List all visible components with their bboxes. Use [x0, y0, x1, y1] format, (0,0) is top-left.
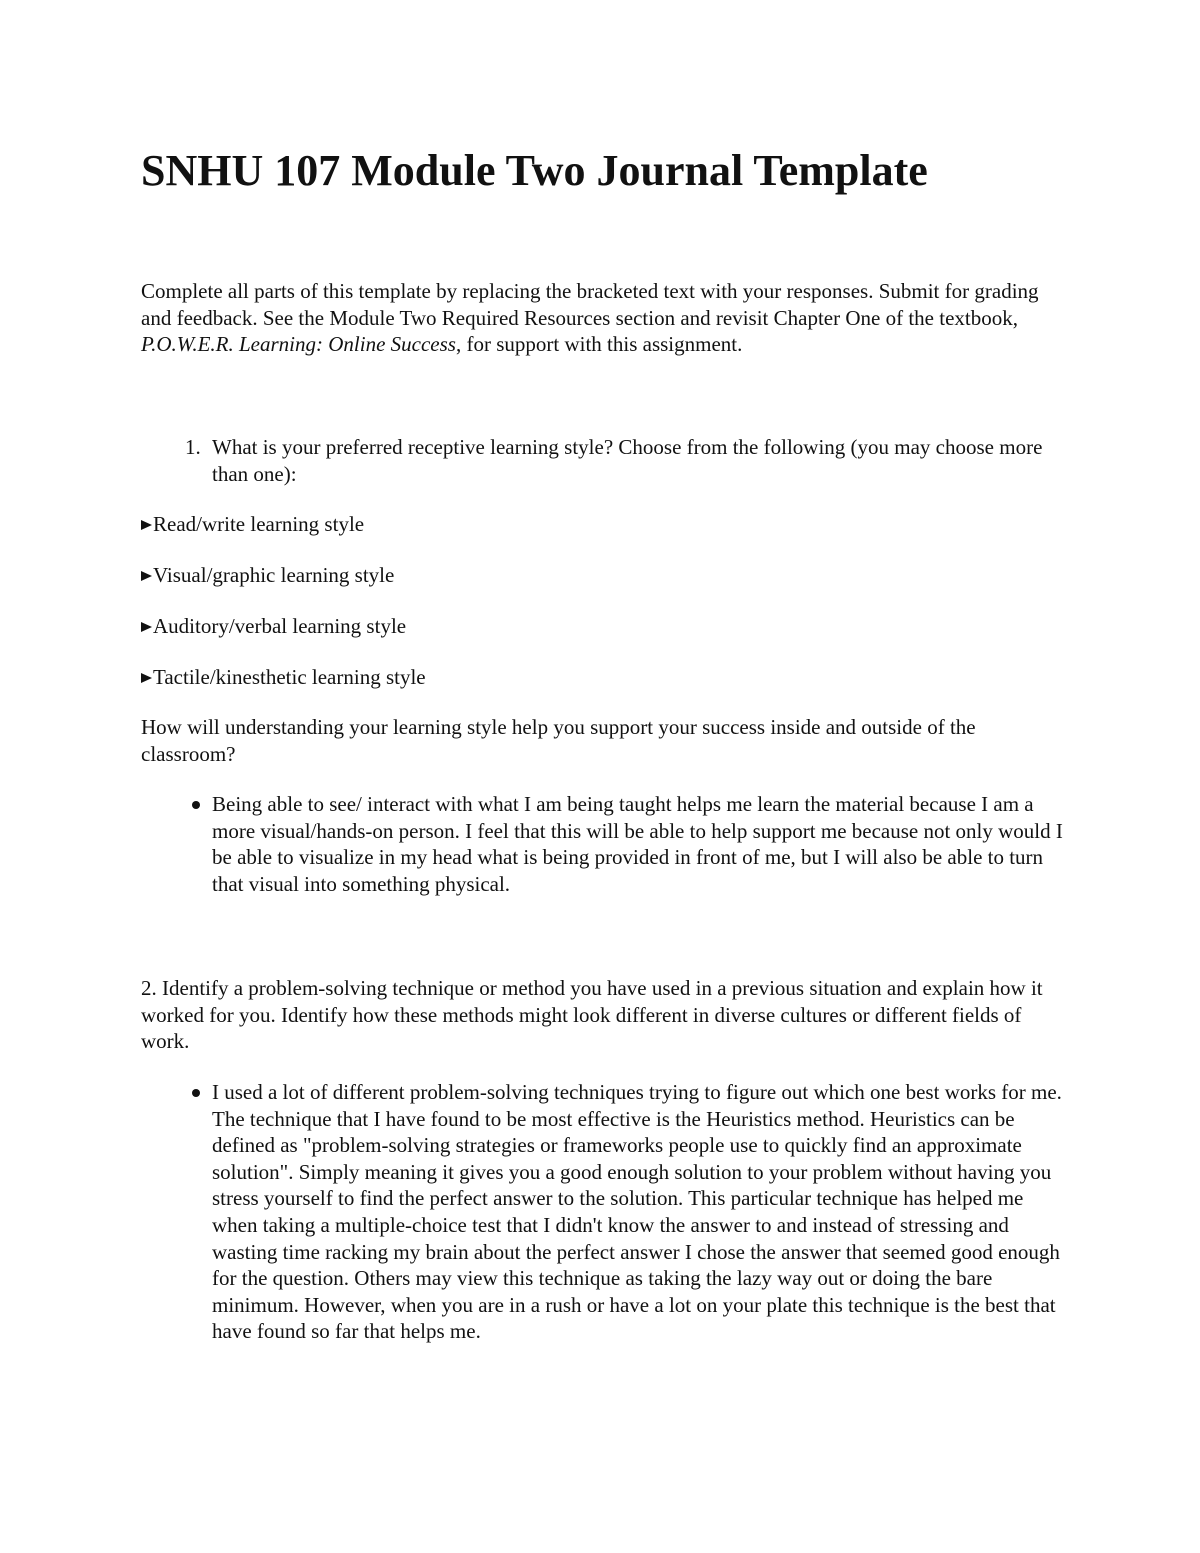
option-label: Tactile/kinesthetic learning style [153, 665, 426, 689]
question-1-follow-up: How will understanding your learning style help you support your success inside and outside of the classroom? [141, 715, 976, 766]
document-title: SNHU 107 Module Two Journal Template [141, 146, 928, 195]
option-visual-graphic [141, 562, 394, 589]
option-read-write [141, 511, 364, 538]
triangle-bullet-icon [141, 673, 152, 683]
question-1-text: What is your preferred receptive learning style? Choose from the following (you may choose more than one): [212, 435, 1043, 486]
triangle-bullet-icon [141, 520, 152, 530]
option-label: Auditory/verbal learning style [153, 614, 407, 638]
option-label: Read/write learning style [153, 512, 365, 536]
intro-paragraph [141, 278, 1071, 358]
triangle-bullet-icon [141, 622, 152, 632]
bullet-dot-icon [192, 801, 200, 809]
option-tactile-kinesthetic [141, 664, 426, 691]
bullet-dot-icon [192, 1089, 200, 1097]
question-1-number: 1. [185, 435, 201, 459]
answer-1-text: Being able to see/ interact with what I am being taught helps me learn the material because I am a more visual/hands-on person. I feel that this will be able to help support me because not only would I be able to visualize in my head what is being provided in front of me, but I will also be able to turn that visual into something physical. [212, 792, 1063, 896]
option-auditory-verbal [141, 613, 406, 640]
question-2-text: 2. Identify a problem-solving technique or method you have used in a previous situation and explain how it worked for you. Identify how these methods might look different in diverse cultures or different fields of work. [141, 976, 1043, 1054]
option-label: Visual/graphic learning style [153, 563, 395, 587]
intro-text: Complete all parts of this template by replacing the bracketed text with your responses. Submit for grading and feedback. See the Module Two Required Resources section and revisit Chapter One of the textbook, [141, 279, 1039, 330]
textbook-title: P.O.W.E.R. Learning: Online Success [141, 332, 456, 357]
intro-text-end: , for support with this assignment. [455, 332, 743, 357]
answer-2-text: I used a lot of different problem-solving techniques trying to figure out which one best works for me. The technique that I have found to be most effective is the Heuristics method. Heuristics can be defined as "problem-solving strategies or frameworks people use to quickly find an approximate solution". Simply meaning it gives you a good enough solution to your problem without having you stress yourself to find the perfect answer to the solution. This particular technique has helped me when taking a multiple-choice test that I didn't know the answer to and instead of stressing and wasting time racking my brain about the perfect answer I chose the answer that seemed good enough for the question. Others may view this technique as taking the lazy way out or doing the bare minimum. However, when you are in a rush or have a lot on your plate this technique is the best that have found so far that helps me. [212, 1080, 1062, 1344]
triangle-bullet-icon [141, 571, 152, 581]
